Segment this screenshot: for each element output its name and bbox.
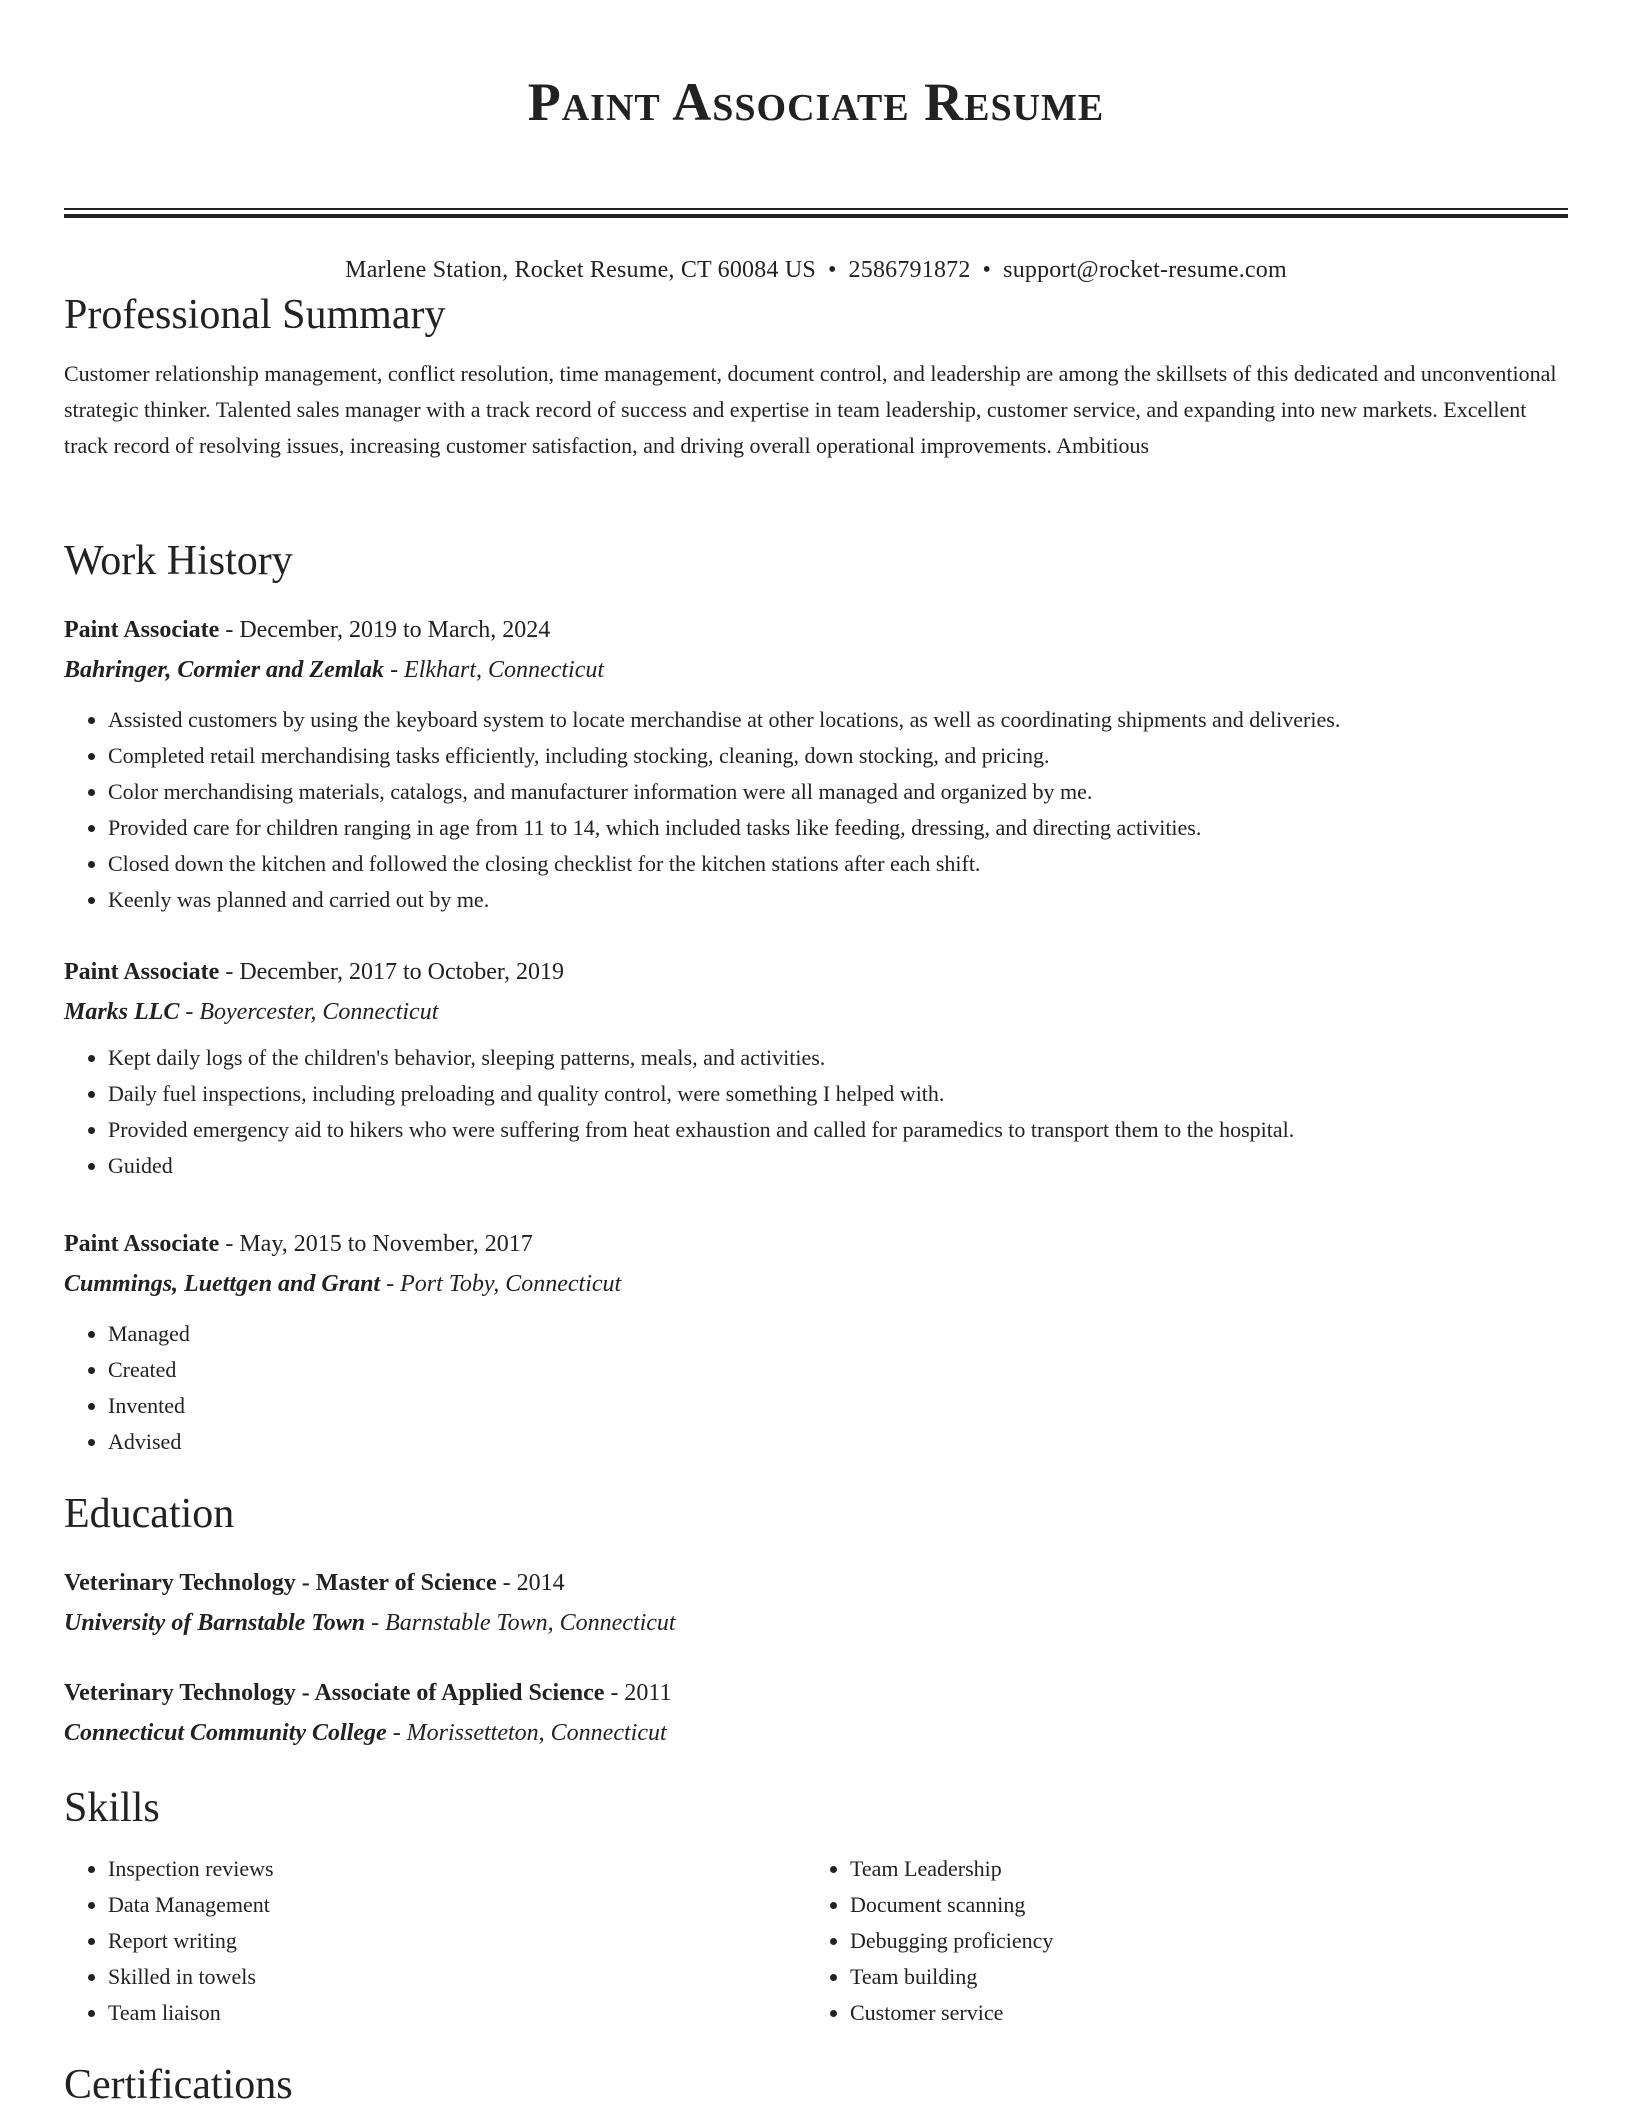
list-item: • Provided emergency aid to hikers who were suffering from heat exhaustion and called for paramedics to transport them to the hospital.: [108, 1112, 1568, 1148]
certifications-section: [64, 2058, 1568, 2112]
job-location: - Elkhart, Connecticut: [384, 657, 605, 683]
skill-item: • Inspection reviews: [108, 1851, 806, 1887]
list-item: • Kept daily logs of the children's behavior, sleeping patterns, meals, and activities.: [108, 1040, 1568, 1076]
job-dates: - December, 2017 to October, 2019: [219, 959, 564, 985]
education-school-line: [64, 1605, 1568, 1641]
certifications-heading: Certifications: [64, 2062, 293, 2108]
summary-text: Customer relationship management, conflict resolution, time management, document control, and leadership are among the skillsets of this dedicated and unconventional strategic thinker. Talented sales manager with a track record of success and expertise in team leadership, customer service, and expanding into new markets. Excellent track record of resolving issues, increasing customer satisfaction, and driving overall operational improvements. Ambitious: [64, 361, 1557, 458]
job-company: Cummings, Luettgen and Grant: [64, 1271, 381, 1297]
list-item: • Managed: [108, 1316, 1568, 1352]
list-item: • Daily fuel inspections, including preloading and quality control, were something I helped with.: [108, 1076, 1568, 1112]
skill-item: • Data Management: [108, 1887, 806, 1923]
work-history-section: [64, 534, 1568, 588]
page-title: Paint Associate Resume: [527, 72, 1105, 132]
skill-item: • Customer service: [850, 1995, 1548, 2031]
education-section: [64, 1487, 1568, 1541]
title-divider: [64, 208, 1568, 218]
job-location: - Boyercester, Connecticut: [179, 999, 439, 1025]
job-location: - Port Toby, Connecticut: [380, 1271, 622, 1297]
job-org-line: [64, 1266, 1568, 1302]
job-entry: [64, 1226, 1568, 1460]
education-degree-line: [64, 1675, 1568, 1711]
list-item: • Invented: [108, 1388, 1568, 1424]
job-org-line: [64, 652, 1568, 688]
list-item: • Provided care for children ranging in age from 11 to 14, which included tasks like feeding, dressing, and directing activities.: [108, 810, 1568, 846]
job-duties-list: [64, 1316, 1568, 1460]
work-history-heading: Work History: [64, 538, 293, 584]
education-school: University of Barnstable Town: [64, 1610, 366, 1636]
skills-list: [64, 1851, 806, 2031]
job-dates: - December, 2019 to March, 2024: [219, 617, 551, 643]
job-title-line: [64, 1226, 1568, 1262]
list-item: • Assisted customers by using the keyboard system to locate merchandise at other locations, as well as coordinating shipments and deliveries.: [108, 702, 1568, 738]
skill-item: • Team liaison: [108, 1995, 806, 2031]
education-school-line: [64, 1715, 1568, 1751]
skills-grid: [64, 1851, 1568, 2031]
skills-column-left: [64, 1851, 806, 2031]
job-company: Marks LLC: [64, 999, 180, 1025]
education-entry: [64, 1565, 1568, 1641]
skill-item: • Team building: [850, 1959, 1548, 1995]
list-item: • Guided: [108, 1148, 1568, 1184]
list-item: • Keenly was planned and carried out by me.: [108, 882, 1568, 918]
job-dates: - May, 2015 to November, 2017: [219, 1231, 533, 1257]
job-org-line: [64, 994, 1568, 1030]
education-degree: Veterinary Technology - Associate of Applied Science: [64, 1680, 605, 1706]
skills-list: [806, 1851, 1548, 2031]
education-school: Connecticut Community College: [64, 1720, 387, 1746]
job-title: Paint Associate: [64, 617, 220, 643]
skill-item: • Document scanning: [850, 1887, 1548, 1923]
job-title-line: [64, 954, 1568, 990]
job-title: Paint Associate: [64, 1231, 220, 1257]
list-item: • Closed down the kitchen and followed the closing checklist for the kitchen stations after each shift.: [108, 846, 1568, 882]
education-location: - Barnstable Town, Connecticut: [365, 1610, 676, 1636]
contact-separator: •: [982, 257, 992, 283]
education-year: - 2011: [604, 1680, 672, 1706]
contact-phone: 2586791872: [848, 257, 971, 283]
job-entry: [64, 612, 1568, 918]
job-duties-list: [64, 702, 1568, 918]
education-location: - Morissetteton, Connecticut: [386, 1720, 667, 1746]
contact-separator: •: [827, 257, 837, 283]
skill-item: • Team Leadership: [850, 1851, 1548, 1887]
education-degree: Veterinary Technology - Master of Science: [64, 1570, 497, 1596]
list-item: • Advised: [108, 1424, 1568, 1460]
contact-address: Marlene Station, Rocket Resume, CT 60084 US: [345, 257, 816, 283]
education-year: - 2014: [496, 1570, 565, 1596]
list-item: • Completed retail merchandising tasks efficiently, including stocking, cleaning, down stocking, and pricing.: [108, 738, 1568, 774]
summary-heading: Professional Summary: [64, 292, 446, 338]
job-duties-list: [64, 1040, 1568, 1184]
job-title-line: [64, 612, 1568, 648]
list-item: • Created: [108, 1352, 1568, 1388]
education-degree-line: [64, 1565, 1568, 1601]
skills-column-right: [806, 1851, 1548, 2031]
contact-email[interactable]: support@rocket-resume.com: [1003, 257, 1287, 283]
job-company: Bahringer, Cormier and Zemlak: [64, 657, 385, 683]
skill-item: • Report writing: [108, 1923, 806, 1959]
skill-item: • Skilled in towels: [108, 1959, 806, 1995]
job-entry: [64, 954, 1568, 1184]
job-title: Paint Associate: [64, 959, 220, 985]
education-entry: [64, 1675, 1568, 1751]
skills-heading: Skills: [64, 1785, 160, 1831]
list-item: • Color merchandising materials, catalogs, and manufacturer information were all managed and organized by me.: [108, 774, 1568, 810]
skills-section: [64, 1781, 1568, 2031]
skill-item: • Debugging proficiency: [850, 1923, 1548, 1959]
contact-line: [64, 254, 1568, 286]
summary-section: [64, 288, 1568, 464]
education-heading: Education: [64, 1491, 235, 1537]
